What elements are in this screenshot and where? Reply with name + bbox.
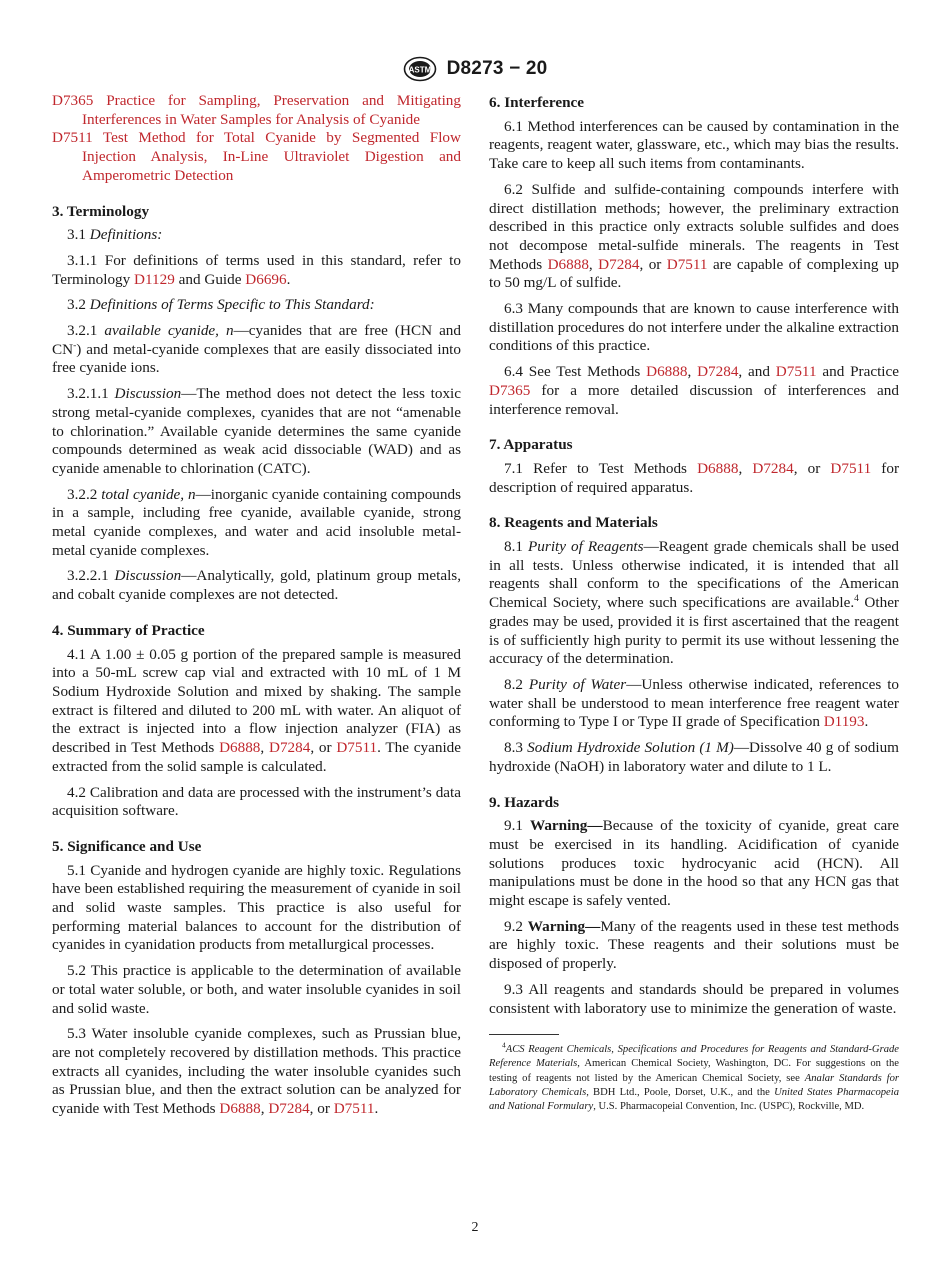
paragraph-3-2-1: 3.2.1 available cyanide, n—cyanides that are free (HCN and CN-) and metal-cyanide complexes that are easily dissociated into free cyanide ions. xyxy=(52,322,461,377)
footnote-ref[interactable]: 4 xyxy=(854,594,859,605)
paragraph-3-2-2: 3.2.2 total cyanide, n—inorganic cyanide containing compounds in a sample, including free cyanide, available cyanide, strong metal cyanide complexes, and water and acid insoluble metal-metal cyanide complexes. xyxy=(52,485,461,559)
reference-id[interactable]: D7511 xyxy=(52,129,93,147)
link-d1129[interactable]: D1129 xyxy=(134,270,175,288)
page-number: 2 xyxy=(471,1220,479,1235)
link-d7511[interactable]: D7511 xyxy=(775,363,817,381)
paragraph-8-1: 8.1 Purity of Reagents—Reagent grade chemicals shall be used in all tests. Unless otherwise indicated, it is intended that all reagents shall conform to the specifications of the American Chemical Society, where such specifications are available.$^4$ Other grades may be used, provided it is first ascertained that the reagent is of sufficiently high purity to permit its use without lessening the accuracy of the determination. xyxy=(489,538,900,668)
link-d7284[interactable]: D7284 xyxy=(598,255,640,273)
paragraph-3-2-1-1: 3.2.1.1 Discussion—The method does not detect the less toxic strong metal-cyanide complexes, cyanides that are not “amenable to chlorination.” Available cyanide determines the same cyanide compounds determined as weak acid dissociable (WAD) and as cyanide amenable to chlorination (CATC). xyxy=(52,385,461,477)
paragraph-5-1: 5.1 Cyanide and hydrogen cyanide are highly toxic. Regulations have been established requiring the measurement of cyanide in soil and solid waste samples. This practice is also useful for performing material balances to account for the distribution of cyanides in cyanidation products from metallurgical processes. xyxy=(52,861,461,954)
paragraph-7-1: 7.1 Refer to Test Methods D6888, D7284, or D7511 for description of required apparatus. xyxy=(489,459,899,496)
footnote-4: $^4$ACS Reagent Chemicals, Specifications and Procedures for Reagents and Standard-Grade Reference Materials, American Chemical Society, Washington, DC. For suggestions on the testing of reagents not listed by the American Chemical Society, see Analar Standards for Laboratory Chemicals, BDH Ltd., Poole, Dorset, U.K., and the United States Pharmacopeia and National Formulary, U.S. Pharmacopeial Convention, Inc. (USPC), Rockville, MD. xyxy=(489,1040,900,1113)
footnote-divider xyxy=(489,1034,559,1035)
paragraph-9-1: 9.1 Warning—Because of the toxicity of cyanide, great care must be exercised in its handling. Acidification of cyanide solutions produces toxic hydrocyanic acid (HCN). All manipulations must be done in the hood so that any HCN gas that might escape is safely vented. xyxy=(489,817,900,910)
link-d7511[interactable]: D7511 xyxy=(666,255,708,273)
paragraph-5-3: 5.3 Water insoluble cyanide complexes, such as Prussian blue, are not completely recovered by distillation methods. This practice extracts all cyanides, including the water insoluble cyanides such as Prussian blue, and then the extract solution can be analyzed for cyanide with Test Methods D6888, D7284, or D7511. xyxy=(52,1025,461,1118)
svg-text:ASTM: ASTM xyxy=(408,65,431,75)
astm-logo-icon xyxy=(403,56,437,82)
link-d7284[interactable]: D7284 xyxy=(752,459,794,477)
section-heading: 6. Interference xyxy=(489,94,585,111)
section-heading: 5. Significance and Use xyxy=(52,837,202,855)
link-d7284[interactable]: D7284 xyxy=(268,739,311,757)
paragraph-6-4: 6.4 See Test Methods D6888, D7284, and D7511 and Practice D7365 for a more detailed discussion of interferences and interference removal. xyxy=(489,363,899,418)
paragraph-4-1: 4.1 A 1.00 ± 0.05 g portion of the prepared sample is measured into a 50-mL screw cap vial and extracted with 10 mL of 1 M Sodium Hydroxide Solution and mixed by shaking. The sample extract is filtered and diluted to 200 mL with water. An aliquot of the extract is injected into a flow injection analyzer (FIA) as described in Test Methods D6888, D7284, or D7511. The cyanide extracted from the solid sample is calculated. xyxy=(52,645,462,775)
section-heading: 4. Summary of Practice xyxy=(52,621,205,639)
page-header xyxy=(0,56,950,82)
reference-d7365 xyxy=(52,92,461,129)
paragraph-4-2: 4.2 Calibration and data are processed with the instrument’s data acquisition software. xyxy=(52,783,461,820)
reference-d7511 xyxy=(52,129,461,185)
section-heading: 8. Reagents and Materials xyxy=(489,514,658,532)
link-d6888[interactable]: D6888 xyxy=(219,739,261,757)
link-d6888[interactable]: D6888 xyxy=(697,459,739,477)
left-column xyxy=(52,92,461,1126)
standard-designation: D8273 − 20 xyxy=(446,58,548,79)
reference-id[interactable]: D7365 xyxy=(52,92,94,109)
paragraph-6-1: 6.1 Method interferences can be caused by contamination in the reagents, reagent water, glassware, etc., which may bias the results. Take care to keep all such items from contaminants. xyxy=(489,117,899,173)
link-d7284[interactable]: D7284 xyxy=(697,363,739,381)
link-d7511[interactable]: D7511 xyxy=(336,739,378,757)
link-d7511[interactable]: D7511 xyxy=(333,1100,375,1118)
paragraph-8-2: 8.2 Purity of Water—Unless otherwise indicated, references to water shall be understood to mean interference free reagent water conforming to Type I or Type II grade of Specification D1193. xyxy=(489,675,900,731)
paragraph-5-2: 5.2 This practice is applicable to the determination of available or total water soluble, or both, and water insoluble cyanides in soil and solid waste. xyxy=(52,962,461,1017)
paragraph-3-2: 3.2 Definitions of Terms Specific to This Standard: xyxy=(67,296,375,314)
link-d6888[interactable]: D6888 xyxy=(219,1100,261,1118)
paragraph-9-2: 9.2 Warning—Many of the reagents used in these test methods are highly toxic. These reagents and their solutions must be disposed of properly. xyxy=(489,917,900,973)
reference-title[interactable]: Test Method for Total Cyanide by Segmented Flow Injection Analysis, In-Line Ultraviolet Digestion and Amperometric Detection xyxy=(82,129,461,184)
paragraph-3-2-2-1: 3.2.2.1 Discussion—Analytically, gold, platinum group metals, and cobalt cyanide complexes are not detected. xyxy=(52,567,461,604)
right-column xyxy=(489,92,899,1114)
link-d7511[interactable]: D7511 xyxy=(830,459,872,477)
section-heading: 3. Terminology xyxy=(52,202,150,220)
link-d1193[interactable]: D1193 xyxy=(823,713,865,731)
paragraph-8-3: 8.3 Sodium Hydroxide Solution (1 M)—Dissolve 40 g of sodium hydroxide (NaOH) in laboratory water and dilute to 1 L. xyxy=(489,739,899,775)
link-d7365[interactable]: D7365 xyxy=(489,381,531,399)
section-heading: 7. Apparatus xyxy=(489,436,573,454)
link-d7284[interactable]: D7284 xyxy=(268,1100,310,1118)
section-heading: 9. Hazards xyxy=(489,793,560,811)
paragraph-9-3: 9.3 All reagents and standards should be prepared in volumes consistent with laboratory use to minimize the generation of waste. xyxy=(489,980,899,1017)
link-d6888[interactable]: D6888 xyxy=(547,255,589,273)
link-d6888[interactable]: D6888 xyxy=(646,363,688,381)
reference-title[interactable]: Practice for Sampling, Preservation and Mitigating Interferences in Water Samples for Analysis of Cyanide xyxy=(82,92,461,128)
paragraph-3-1: 3.1 Definitions: xyxy=(67,226,163,244)
paragraph-6-3: 6.3 Many compounds that are known to cause interference with distillation procedures do not interfere under the alkaline extraction conditions of this practice. xyxy=(489,300,899,355)
link-d6696[interactable]: D6696 xyxy=(245,270,287,288)
paragraph-3-1-1: 3.1.1 For definitions of terms used in this standard, refer to Terminology D1129 and Guide D6696. xyxy=(52,251,461,288)
paragraph-6-2: 6.2 Sulfide and sulfide-containing compounds interfere with direct distillation methods; however, the preliminary extraction described in this practice only extracts soluble sulfides and does not decompose metal-sulfide minerals. The reagents in Test Methods D6888, D7284, or D7511 are capable of complexing up to 50 mg/L of sulfide. xyxy=(489,180,900,292)
